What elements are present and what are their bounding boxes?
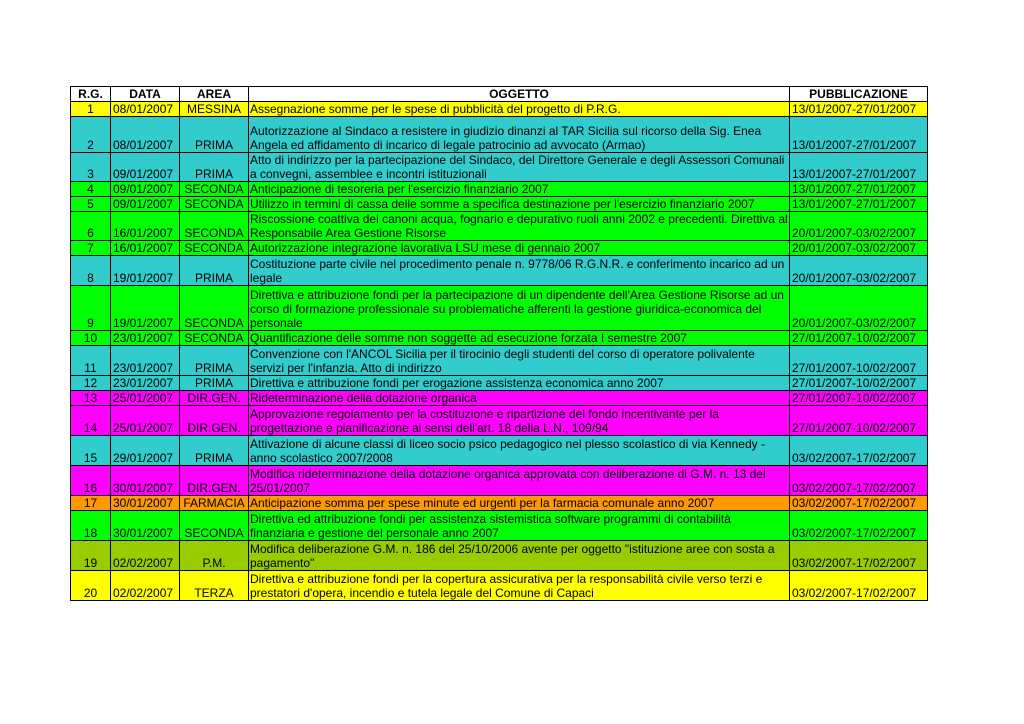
header-area: AREA [180,87,249,102]
cell-area: PRIMA [180,346,249,376]
header-rg: R.G. [71,87,111,102]
cell-oggetto: Autorizzazione al Sindaco a resistere in giudizio dinanzi al TAR Sicilia sul ricorso della Sig. Enea Angela ed affidamento di incarico di legale patrocinio ad avvocato (Armao) [249,117,790,153]
table-row [71,376,928,391]
cell-data: 02/02/2007 [111,541,180,571]
cell-pubblicazione: 27/01/2007-10/02/2007 [790,376,928,391]
cell-pubblicazione: 03/02/2007-17/02/2007 [790,496,928,511]
cell-data: 23/01/2007 [111,376,180,391]
cell-area: SECONDA [180,241,249,256]
table-row [71,571,928,601]
header-pubblicazione: PUBBLICAZIONE [790,87,928,102]
cell-oggetto: Autorizzazione integrazione lavorativa LSU mese di gennaio 2007 [249,241,790,256]
cell-area: SECONDA [180,182,249,197]
cell-data: 16/01/2007 [111,241,180,256]
cell-data: 25/01/2007 [111,406,180,436]
table-row [71,117,928,153]
cell-pubblicazione: 20/01/2007-03/02/2007 [790,286,928,331]
table-row [71,511,928,541]
table-row [71,541,928,571]
cell-oggetto: Costituzione parte civile nel procedimento penale n. 9778/06 R.G.N.R. e conferimento incarico ad un legale [249,256,790,286]
cell-area: PRIMA [180,256,249,286]
cell-rg: 18 [71,511,111,541]
table-row [71,212,928,241]
cell-rg: 16 [71,466,111,496]
cell-oggetto: Convenzione con l'ANCOL Sicilia per il tirocinio degli studenti del corso di operatore polivalente servizi per l'infanzia. Atto di indirizzo [249,346,790,376]
cell-area: SECONDA [180,212,249,241]
table-row [71,406,928,436]
cell-rg: 15 [71,436,111,466]
cell-pubblicazione: 27/01/2007-10/02/2007 [790,331,928,346]
cell-area: FARMACIA [180,496,249,511]
cell-pubblicazione: 13/01/2007-27/01/2007 [790,102,928,117]
table-row [71,466,928,496]
cell-rg: 10 [71,331,111,346]
cell-pubblicazione: 03/02/2007-17/02/2007 [790,511,928,541]
cell-oggetto: Utilizzo in termini di cassa delle somme a specifica destinazione per l'esercizio finanziario 2007 [249,197,790,212]
cell-rg: 17 [71,496,111,511]
cell-oggetto: Attivazione di alcune classi di liceo socio psico pedagogico nel plesso scolastico di via Kennedy - anno scolastico 2007/2008 [249,436,790,466]
cell-oggetto: Modifica deliberazione G.M. n. 186 del 25/10/2006 avente per oggetto "istituzione aree con sosta a pagamento" [249,541,790,571]
cell-pubblicazione: 03/02/2007-17/02/2007 [790,436,928,466]
table-row [71,197,928,212]
cell-pubblicazione: 27/01/2007-10/02/2007 [790,406,928,436]
cell-data: 19/01/2007 [111,256,180,286]
cell-pubblicazione: 13/01/2007-27/01/2007 [790,153,928,182]
cell-rg: 5 [71,197,111,212]
deliberations-table [70,86,928,601]
cell-data: 29/01/2007 [111,436,180,466]
cell-data: 30/01/2007 [111,496,180,511]
cell-oggetto: Quantificazione delle somme non soggette ad esecuzione forzata I semestre 2007 [249,331,790,346]
cell-data: 02/02/2007 [111,571,180,601]
cell-data: 09/01/2007 [111,153,180,182]
table-row [71,331,928,346]
cell-pubblicazione: 27/01/2007-10/02/2007 [790,391,928,406]
cell-area: SECONDA [180,197,249,212]
cell-data: 23/01/2007 [111,331,180,346]
cell-data: 30/01/2007 [111,511,180,541]
cell-rg: 9 [71,286,111,331]
cell-oggetto: Assegnazione somme per le spese di pubblicità del progetto di P.R.G. [249,102,790,117]
cell-pubblicazione: 03/02/2007-17/02/2007 [790,466,928,496]
cell-area: DIR.GEN. [180,466,249,496]
table-row [71,153,928,182]
cell-pubblicazione: 03/02/2007-17/02/2007 [790,571,928,601]
cell-oggetto: Direttiva e attribuzione fondi per la partecipazione di un dipendente dell'Area Gestione Risorse ad un corso di formazione professionale su problematiche afferenti la gestione giuridica-economica del personale [249,286,790,331]
cell-oggetto: Riscossione coattiva dei canoni acqua, fognario e depurativo ruoli anni 2002 e precedenti. Direttiva al Responsabile Area Gestione Risorse [250,212,788,240]
cell-rg: 12 [71,376,111,391]
cell-rg: 19 [71,541,111,571]
cell-data: 09/01/2007 [111,182,180,197]
cell-area: P.M. [180,541,249,571]
cell-pubblicazione: 27/01/2007-10/02/2007 [790,346,928,376]
cell-area: PRIMA [180,117,249,153]
cell-area: MESSINA [180,102,249,117]
cell-pubblicazione: 20/01/2007-03/02/2007 [790,256,928,286]
cell-oggetto: Anticipazione di tesoreria per l'esercizio finanziario 2007 [249,182,790,197]
cell-oggetto: Approvazione regolamento per la costituzione e ripartizione del fondo incentivante per la progettazione e pianificazione ai sensi dell'art. 18 della L.N., 109/94 [249,406,790,436]
header-data: DATA [111,87,180,102]
cell-oggetto: Atto di indirizzo per la partecipazione del Sindaco, del Direttore Generale e degli Assessori Comunali a convegni, assemblee e incontri istituzionali [249,153,790,182]
cell-data: 09/01/2007 [111,197,180,212]
cell-pubblicazione: 20/01/2007-03/02/2007 [790,241,928,256]
cell-oggetto: Rideterminazione della dotazione organica [249,391,790,406]
table-row [71,182,928,197]
table-body [71,102,928,601]
cell-pubblicazione: 20/01/2007-03/02/2007 [790,212,928,241]
cell-rg: 13 [71,391,111,406]
cell-oggetto: Anticipazione somma per spese minute ed urgenti per la farmacia comunale anno 2007 [249,496,790,511]
cell-rg: 20 [71,571,111,601]
cell-pubblicazione: 13/01/2007-27/01/2007 [790,197,928,212]
table-row [71,391,928,406]
cell-rg: 7 [71,241,111,256]
cell-data: 08/01/2007 [111,117,180,153]
cell-oggetto: Direttiva ed attribuzione fondi per assistenza sistemistica software programmi di contabilità finanziaria e gestione del personale anno 2007 [249,511,790,541]
cell-oggetto: Modifica rideterminazione della dotazione organica approvata con deliberazione di G.M. n. 13 del 25/01/2007 [249,466,790,496]
cell-pubblicazione: 13/01/2007-27/01/2007 [790,117,928,153]
cell-data: 25/01/2007 [111,391,180,406]
cell-rg: 3 [71,153,111,182]
cell-area: PRIMA [180,153,249,182]
cell-rg: 4 [71,182,111,197]
cell-pubblicazione: 13/01/2007-27/01/2007 [790,182,928,197]
cell-rg: 11 [71,346,111,376]
table-row [71,241,928,256]
cell-area: DIR.GEN. [180,406,249,436]
cell-area: DIR.GEN. [180,391,249,406]
cell-data: 30/01/2007 [111,466,180,496]
header-row [71,87,928,102]
cell-area: SECONDA [180,511,249,541]
cell-area: TERZA [180,571,249,601]
cell-pubblicazione: 03/02/2007-17/02/2007 [790,541,928,571]
table-row [71,102,928,117]
cell-area: PRIMA [180,376,249,391]
cell-area: PRIMA [180,436,249,466]
cell-rg: 14 [71,406,111,436]
cell-rg: 1 [71,102,111,117]
cell-data: 16/01/2007 [111,212,180,241]
cell-area: SECONDA [180,331,249,346]
cell-oggetto: Direttiva e attribuzione fondi per erogazione assistenza economica anno 2007 [249,376,790,391]
cell-rg: 8 [71,256,111,286]
table-row [71,286,928,331]
table-row [71,436,928,466]
cell-data: 08/01/2007 [111,102,180,117]
cell-area: SECONDA [180,286,249,331]
cell-data: 19/01/2007 [111,286,180,331]
cell-data: 23/01/2007 [111,346,180,376]
table-row [71,496,928,511]
cell-rg: 6 [71,212,111,241]
cell-oggetto: Direttiva e attribuzione fondi per la copertura assicurativa per la responsabilità civile verso terzi e prestatori d'opera, incendio e tutela legale del Comune di Capaci [249,571,790,601]
header-oggetto: OGGETTO [249,87,790,102]
table-row [71,256,928,286]
cell-rg: 2 [71,117,111,153]
table-row [71,346,928,376]
